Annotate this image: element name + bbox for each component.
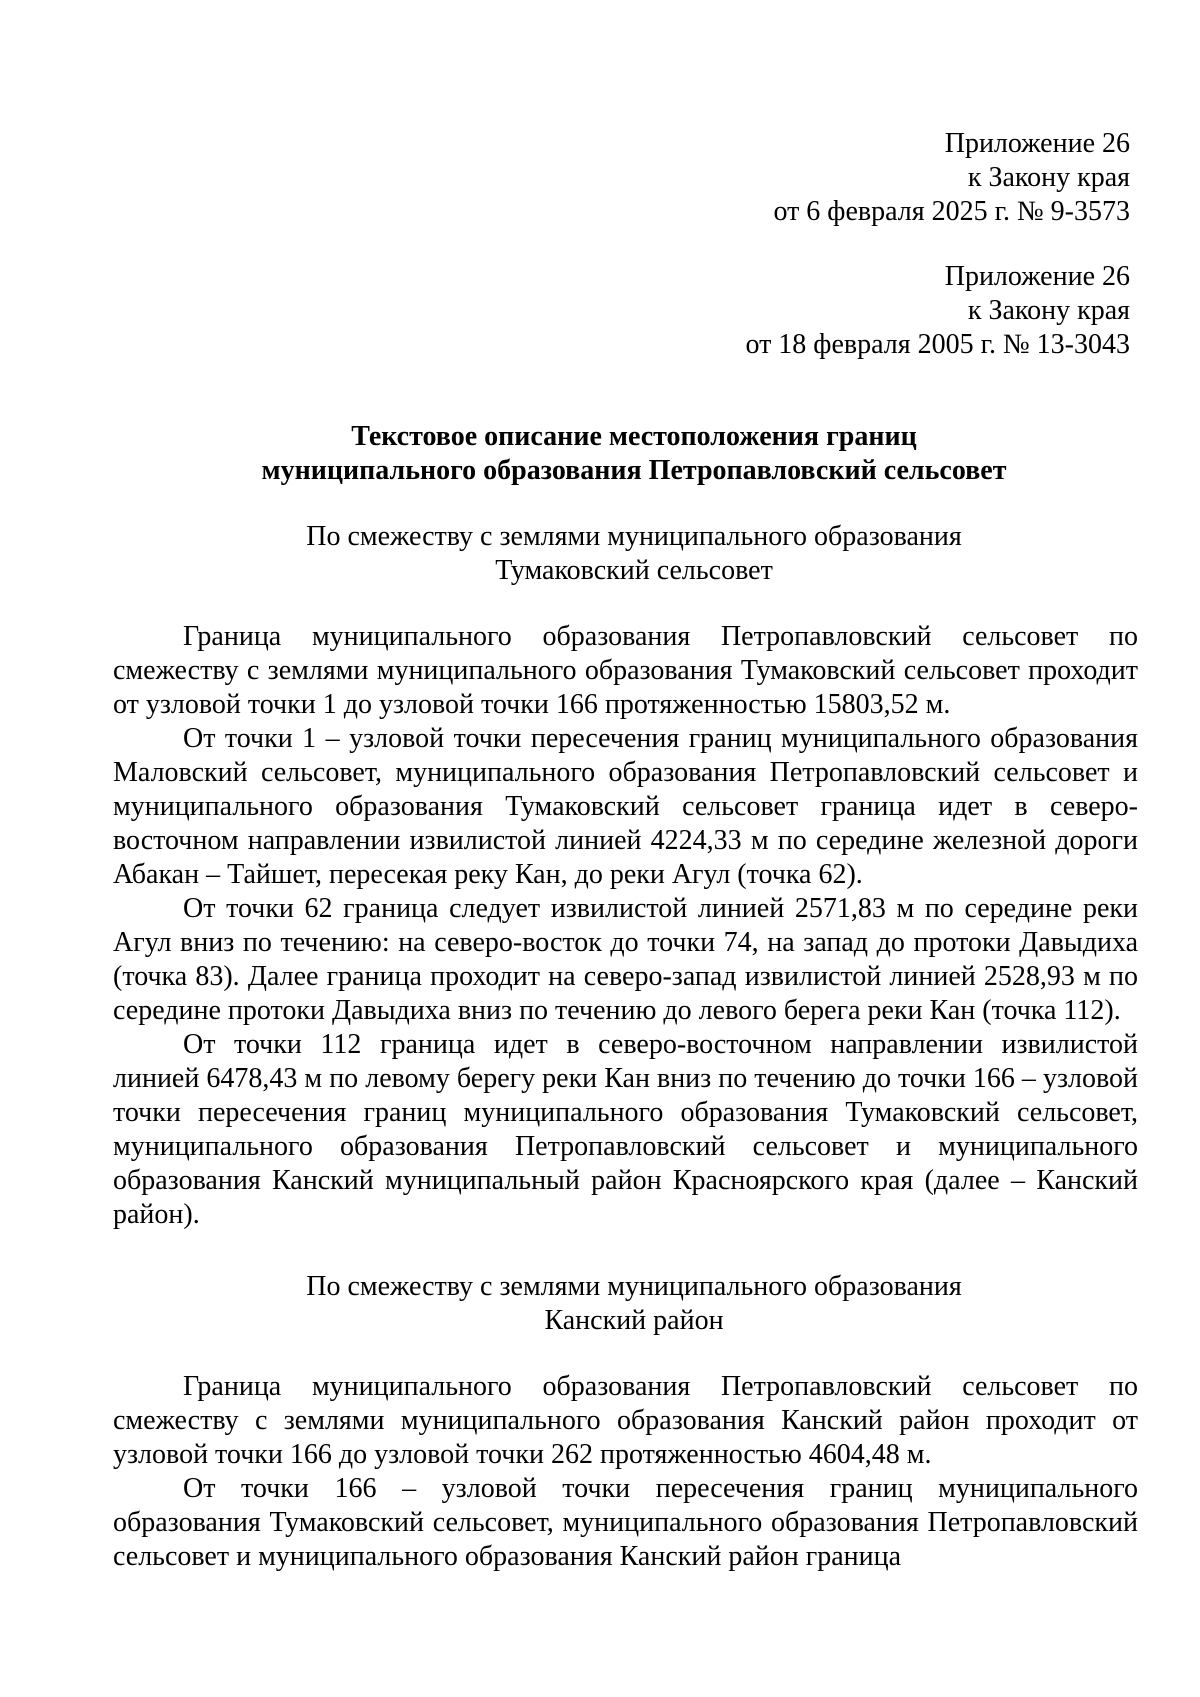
paragraph: От точки 166 – узловой точки пересечения границ муниципального образования Тумаковский сельсовет, муниципального образования Петропавловский сельсовет и муниципального образования Канский район граница: [113, 1473, 1138, 1572]
section-body-kansky: [113, 1370, 1138, 1574]
annex-law-date: от 18 февраля 2005 г. № 13-3043: [745, 329, 1130, 360]
document-title: [130, 420, 1138, 488]
annex-header-current: [773, 127, 1130, 229]
title-line: Текстовое описание местоположения границ: [351, 421, 917, 452]
section-body-tumakovsky: [113, 620, 1138, 1232]
section-heading-line: Канский район: [544, 1305, 724, 1336]
paragraph: От точки 112 граница идет в северо-восточном направлении извилистой линией 6478,43 м по левому берегу реки Кан вниз по течению до точки 166 – узловой точки пересечения границ муниципального образования Тумаковский сельсовет, муниципального образования Петропавловский сельсовет и муниципального образования Канский муниципальный район Красноярского края (далее – Канский район).: [113, 1029, 1138, 1230]
annex-number: Приложение 26: [944, 128, 1130, 159]
annex-number: Приложение 26: [944, 261, 1130, 292]
section-heading-line: По смежеству с землями муниципального образования: [306, 521, 962, 552]
section-heading-line: По смежеству с землями муниципального образования: [306, 1271, 962, 1302]
paragraph: От точки 62 граница следует извилистой линией 2571,83 м по середине реки Агул вниз по течению: на северо-восток до точки 74, на запад до протоки Давыдиха (точка 83). Далее граница проходит на северо-запад извилистой линией 2528,93 м по середине протоки Давыдиха вниз по течению до левого берега реки Кан (точка 112).: [113, 893, 1138, 1026]
section-heading-line: Тумаковский сельсовет: [495, 555, 773, 586]
paragraph: От точки 1 – узловой точки пересечения границ муниципального образования Маловский сельсовет, муниципального образования Петропавловский сельсовет и муниципального образования Тумаковский сельсовет граница идет в северо-восточном направлении извилистой линией 4224,33 м по середине железной дороги Абакан – Тайшет, пересекая реку Кан, до реки Агул (точка 62).: [113, 723, 1138, 890]
section-heading-kansky: [130, 1270, 1138, 1338]
paragraph: Граница муниципального образования Петропавловский сельсовет по смежеству с землями муниципального образования Канский район проходит от узловой точки 166 до узловой точки 262 протяженностью 4604,48 м.: [113, 1371, 1138, 1470]
section-heading-tumakovsky: [130, 520, 1138, 588]
annex-law-ref: к Закону края: [967, 162, 1130, 193]
annex-header-original: [745, 260, 1130, 362]
annex-law-date: от 6 февраля 2025 г. № 9-3573: [773, 196, 1130, 227]
paragraph: Граница муниципального образования Петропавловский сельсовет по смежеству с землями муниципального образования Тумаковский сельсовет проходит от узловой точки 1 до узловой точки 166 протяженностью 15803,52 м.: [113, 621, 1138, 720]
annex-law-ref: к Закону края: [967, 295, 1130, 326]
title-line: муниципального образования Петропавловский сельсовет: [261, 455, 1007, 486]
